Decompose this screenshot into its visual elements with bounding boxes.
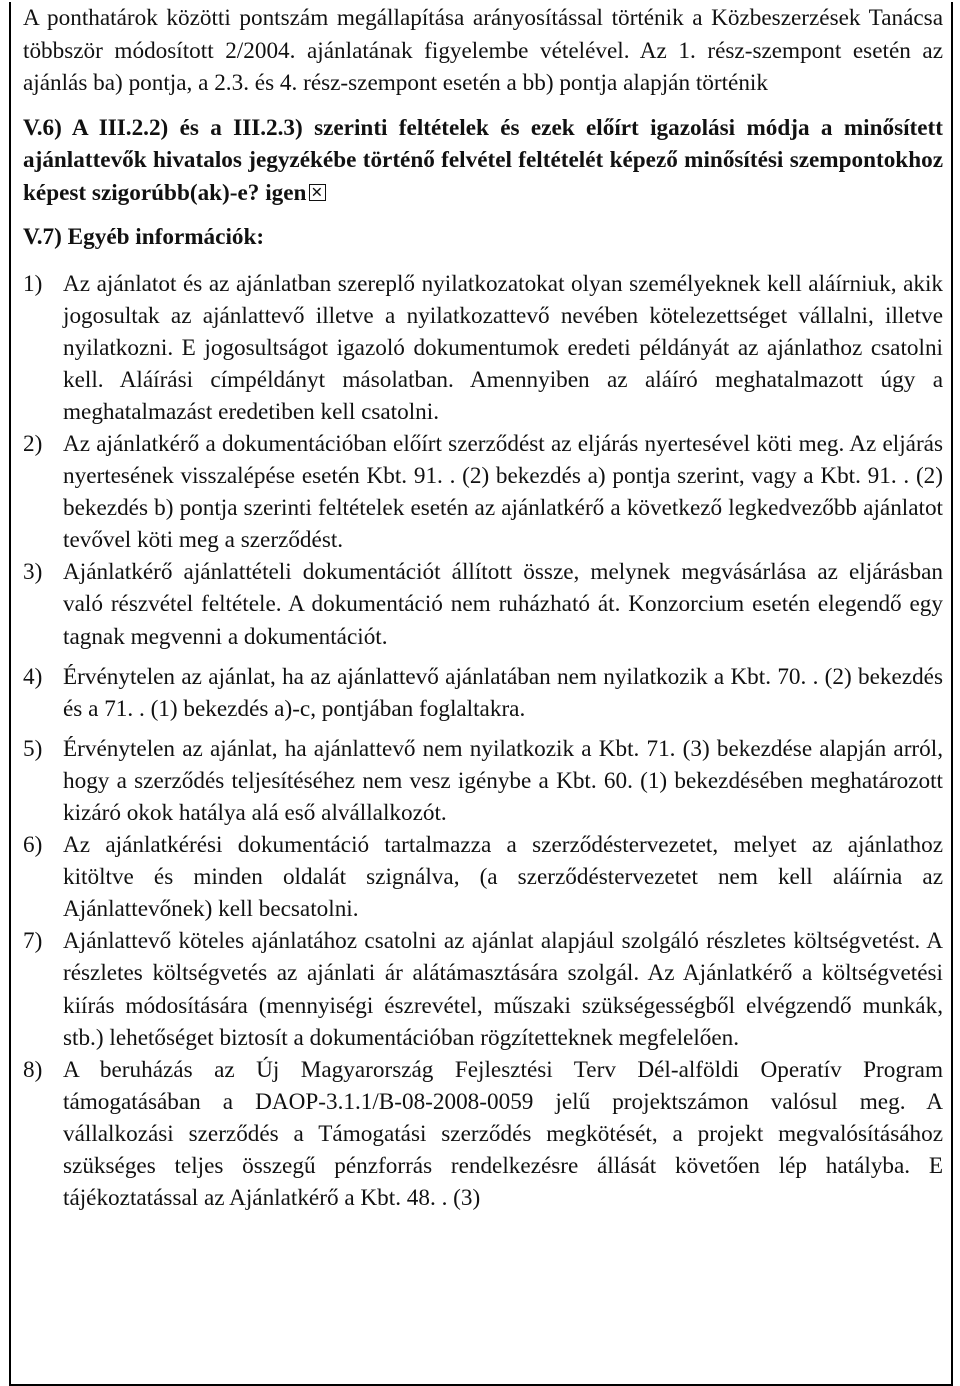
list-item-number: 2) <box>23 430 43 457</box>
list-item <box>23 556 943 652</box>
list-item <box>23 829 943 925</box>
list-item <box>23 268 943 428</box>
list-item-number: 5) <box>23 735 43 762</box>
checkbox-checked-icon[interactable] <box>309 184 326 201</box>
section-v7-heading: V.7) Egyéb információk: <box>23 224 265 250</box>
list-item-text: Ajánlatkérő ajánlattételi dokumentációt állított össze, melynek megvásárlása az eljárásban való részvétel feltétele. A dokumentáció nem ruházható át. Konzorcium esetén elegendő egy tagnak megvenni a dokumentációt. <box>63 559 943 650</box>
list-item-number: 7) <box>23 928 43 955</box>
list-item-text: Ajánlattevő köteles ajánlatához csatolni az ajánlat alapjául szolgáló részletes költségvetést. A részletes költségvetés az ajánlati ár alátámasztására szolgál. Az Ajánlatkérő a költségvetési kiírás módosítására (mennyiségi észrevétel, műszaki szükségességből elvégzendő munkák, stb.) lehetőséget biztosít a dokumentációban rögzítetteknek megfelelően. <box>63 928 943 1051</box>
list-item-text: Az ajánlatkérő a dokumentációban előírt szerződést az eljárás nyertesével köti meg. Az eljárás nyertesének visszalépése esetén Kbt. 91. . (2) bekezdés a) pontja szerint, vagy a Kbt. 91. . (2) bekezdés b) pontja szerinti feltételek esetén az ajánlatkérő a következő legkedvezőbb ajánlatot tevővel köti meg a szerződést. <box>63 430 943 554</box>
list-item <box>23 1054 943 1214</box>
section-v6-question-text: V.6) A III.2.2) és a III.2.3) szerinti feltételek és ezek előírt igazolási módja a minősített ajánlattevők hivatalos jegyzékébe történő felvétel feltételét képező minősítési szempontokhoz képest szigorúbb(ak)-e? <box>23 114 943 206</box>
list-item <box>23 661 943 725</box>
list-item-text: Érvénytelen az ajánlat, ha az ajánlattevő ajánlatában nem nyilatkozik a Kbt. 70. . (2) bekezdés és a 71. . (1) bekezdés a)-c, pontjában foglaltakra. <box>63 663 943 722</box>
list-item-text: A beruházás az Új Magyarország Fejlesztési Terv Dél-alföldi Operatív Program támogatásában a DAOP-3.1.1/B-08-2008-0059 jelű projektszámon valósul meg. A vállalkozási szerződés a Támogatási szerződés megkötését, a projekt megvalósításához szükséges teljes összegű pénzforrás rendelkezésre állását követően lép hatályba. E tájékoztatással az Ajánlatkérő a Kbt. 48. . (3) <box>63 1056 943 1212</box>
list-item-text: Az ajánlatot és az ajánlatban szereplő nyilatkozatokat olyan személyeknek kell aláírniuk, akik jogosultak az ajánlattevő illetve a nyilatkozattevő nevében kötelezettséget vállalni, illetve nyilatkozni. E jogosultságot igazoló dokumentumok eredeti példányát az ajánlathoz csatolni kell. Aláírási címpéldányt másolatban. Amennyiben az aláíró meghatalmazott úgy a meghatalmazást eredetiben kell csatolni. <box>63 270 943 425</box>
document-page <box>9 2 953 1386</box>
list-item-text: Érvénytelen az ajánlat, ha ajánlattevő nem nyilatkozik a Kbt. 71. (3) bekezdése alapján arról, hogy a szerződés teljesítéséhez nem vesz igénybe a Kbt. 60. (1) bekezdésében meghatározott kizáró okok hatálya alá eső alvállalkozót. <box>63 735 943 826</box>
list-item-number: 3) <box>23 559 43 586</box>
list-item-number: 8) <box>23 1056 43 1083</box>
document-content <box>23 2 943 1214</box>
list-item-number: 1) <box>23 270 43 297</box>
list-item-number: 6) <box>23 832 43 859</box>
list-item-text: Az ajánlatkérési dokumentáció tartalmazza a szerződéstervezetet, melyet az ajánlathoz kitöltve és minden oldalát szignálva, (a szerződéstervezetet nem kell aláírnia az Ajánlattevőnek) kell becsatolni. <box>63 832 943 923</box>
list-item-number: 4) <box>23 663 43 690</box>
list-item <box>23 733 943 829</box>
section-v6-question <box>23 112 943 210</box>
section-v6-answer-label: igen <box>265 179 307 206</box>
list-item <box>23 428 943 556</box>
info-list <box>23 268 943 1215</box>
list-item <box>23 925 943 1053</box>
intro-paragraph: A ponthatárok közötti pontszám megállapítása arányosítással történik a Közbeszerzések Tanácsa többször módosított 2/2004. ajánlatának figyelembe vételével. Az 1. rész-szempont esetén az ajánlás ba) pontja, a 2.3. és 4. rész-szempont esetén a bb) pontja alapján történik <box>23 5 943 96</box>
